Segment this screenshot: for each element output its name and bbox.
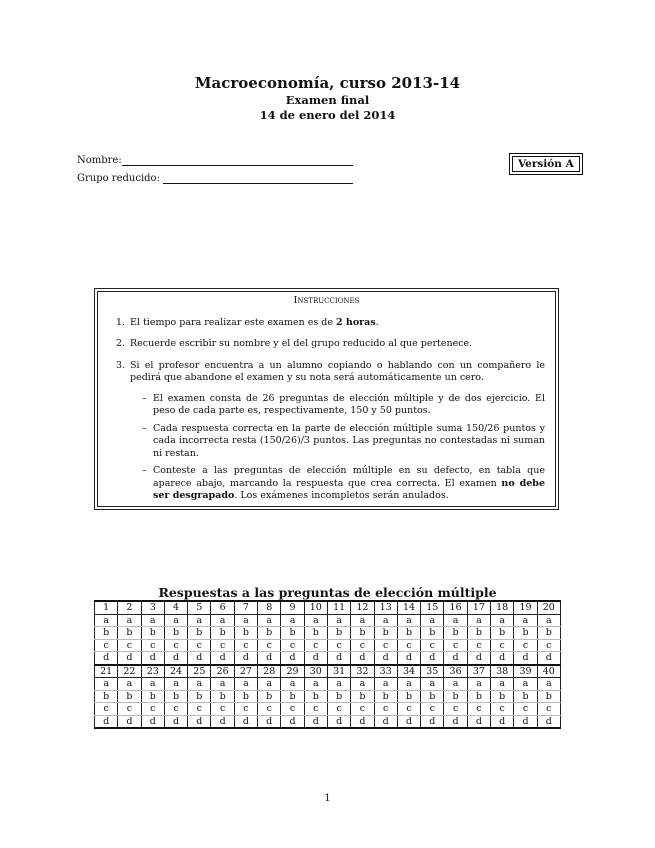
answer-option-cell[interactable]: c — [444, 639, 467, 652]
instructions-list — [108, 317, 545, 503]
exam-title: Macroeconomía, curso 2013-14 — [194, 74, 461, 92]
instruction-text: . — [375, 316, 379, 328]
instruction-text: Recuerde escribir su nombre y el del grupo reducido al que pertenece. — [130, 338, 473, 349]
question-number: 32 — [351, 665, 374, 678]
name-field — [77, 155, 353, 166]
question-number: 23 — [141, 665, 164, 678]
answer-option-cell[interactable]: b — [537, 627, 560, 640]
answer-option-cell[interactable]: b — [467, 690, 490, 703]
answer-option-cell[interactable]: b — [374, 627, 397, 640]
sub-item-text: Cada respuesta correcta en la parte de elección múltiple suma 150/26 puntos y cada incorrecta resta (150/26)/3 puntos. Las preguntas no contestadas ni suman ni restan. — [153, 422, 545, 459]
instruction-sub-item — [130, 393, 545, 418]
answer-option-cell[interactable]: a — [188, 614, 211, 627]
instructions-box — [94, 288, 559, 510]
question-number: 40 — [537, 665, 560, 678]
answer-option-cell[interactable]: b — [467, 627, 490, 640]
answer-option-cell[interactable]: c — [234, 639, 257, 652]
answer-option-cell[interactable]: a — [374, 678, 397, 691]
answer-option-cell[interactable]: c — [304, 703, 327, 716]
answer-option-cell[interactable]: c — [327, 639, 350, 652]
answer-option-cell[interactable]: a — [141, 614, 164, 627]
question-number: 29 — [281, 665, 304, 678]
answer-option-cell[interactable]: b — [304, 690, 327, 703]
answer-option-cell[interactable]: a — [258, 614, 281, 627]
answer-option-cell[interactable]: c — [491, 703, 514, 716]
answer-option-cell[interactable]: c — [374, 703, 397, 716]
question-number: 1 — [95, 601, 118, 614]
option-row — [95, 652, 561, 665]
version-box — [509, 153, 583, 175]
answer-option-cell[interactable]: b — [327, 690, 350, 703]
answer-option-cell[interactable]: b — [421, 690, 444, 703]
answer-option-cell[interactable]: d — [118, 715, 141, 728]
answer-option-cell[interactable]: c — [537, 703, 560, 716]
question-number: 35 — [421, 665, 444, 678]
sub-item-bold: no debe ser desgrapado — [153, 477, 545, 501]
answer-option-cell[interactable]: d — [188, 715, 211, 728]
answer-option-cell[interactable]: d — [327, 715, 350, 728]
answer-option-cell[interactable]: d — [537, 715, 560, 728]
answer-option-cell[interactable]: b — [397, 627, 420, 640]
question-number: 36 — [444, 665, 467, 678]
question-number: 4 — [164, 601, 187, 614]
answer-option-cell[interactable]: c — [304, 639, 327, 652]
answer-option-cell[interactable]: a — [95, 614, 118, 627]
answer-option-cell[interactable]: a — [514, 614, 537, 627]
answer-option-cell[interactable]: b — [397, 690, 420, 703]
answer-option-cell[interactable]: c — [141, 703, 164, 716]
answer-option-cell[interactable]: b — [118, 627, 141, 640]
answer-option-cell[interactable]: b — [258, 627, 281, 640]
answer-option-cell[interactable]: b — [537, 690, 560, 703]
sub-bullet: – — [142, 392, 147, 404]
answer-option-cell[interactable]: b — [211, 627, 234, 640]
answer-option-cell[interactable]: b — [188, 690, 211, 703]
answer-option-cell[interactable]: c — [351, 639, 374, 652]
instruction-sub-item — [130, 465, 545, 503]
answer-option-cell[interactable]: d — [444, 715, 467, 728]
option-row — [95, 639, 561, 652]
answer-option-cell[interactable]: d — [95, 715, 118, 728]
answer-option-cell[interactable]: c — [211, 639, 234, 652]
answer-option-cell[interactable]: b — [304, 627, 327, 640]
answer-option-cell[interactable]: d — [211, 652, 234, 665]
answer-option-cell[interactable]: a — [491, 678, 514, 691]
answer-option-cell[interactable]: c — [281, 703, 304, 716]
answer-option-cell[interactable]: a — [537, 678, 560, 691]
answer-option-cell[interactable]: d — [141, 652, 164, 665]
question-number: 37 — [467, 665, 490, 678]
instruction-sub-item — [130, 423, 545, 461]
answer-option-cell[interactable]: c — [164, 703, 187, 716]
answer-option-cell[interactable]: a — [374, 614, 397, 627]
answer-option-cell[interactable]: b — [188, 627, 211, 640]
answer-option-cell[interactable]: a — [281, 614, 304, 627]
answer-option-cell[interactable]: a — [421, 678, 444, 691]
answer-option-cell[interactable]: b — [234, 627, 257, 640]
answer-option-cell[interactable]: d — [514, 715, 537, 728]
answer-option-cell[interactable]: a — [234, 678, 257, 691]
answer-option-cell[interactable]: d — [234, 715, 257, 728]
answer-option-cell[interactable]: c — [258, 703, 281, 716]
answer-option-cell[interactable]: b — [514, 690, 537, 703]
option-row — [95, 627, 561, 640]
answer-option-cell[interactable]: a — [421, 614, 444, 627]
instruction-item — [108, 317, 545, 330]
question-number: 9 — [281, 601, 304, 614]
instruction-number: 3. — [116, 359, 126, 371]
answer-option-cell[interactable]: d — [397, 652, 420, 665]
answer-option-cell[interactable]: c — [514, 639, 537, 652]
question-number: 39 — [514, 665, 537, 678]
answer-option-cell[interactable]: c — [258, 639, 281, 652]
option-row — [95, 703, 561, 716]
sub-item-text: Conteste a las preguntas de elección múltiple en su defecto, en tabla que aparece abajo, marcando la respuesta que crea correcta. El examen — [153, 465, 545, 489]
answer-option-cell[interactable]: d — [141, 715, 164, 728]
answer-option-cell[interactable]: d — [491, 652, 514, 665]
instruction-item — [108, 360, 545, 503]
answer-option-cell[interactable]: c — [467, 703, 490, 716]
question-number: 12 — [351, 601, 374, 614]
answer-option-cell[interactable]: c — [421, 703, 444, 716]
answer-option-cell[interactable]: d — [327, 652, 350, 665]
answer-option-cell[interactable]: d — [351, 652, 374, 665]
instruction-item — [108, 338, 545, 351]
question-number: 27 — [234, 665, 257, 678]
answer-option-cell[interactable]: c — [397, 703, 420, 716]
answer-option-cell[interactable]: d — [467, 652, 490, 665]
name-line[interactable] — [122, 155, 353, 166]
question-number: 24 — [164, 665, 187, 678]
answer-option-cell[interactable]: c — [327, 703, 350, 716]
question-number: 16 — [444, 601, 467, 614]
page-number: 1 — [324, 793, 331, 804]
answer-option-cell[interactable]: c — [537, 639, 560, 652]
answer-option-cell[interactable]: a — [467, 678, 490, 691]
question-number: 34 — [397, 665, 420, 678]
answer-option-cell[interactable]: d — [234, 652, 257, 665]
option-row — [95, 690, 561, 703]
question-number: 28 — [258, 665, 281, 678]
answer-option-cell[interactable]: a — [164, 614, 187, 627]
answer-option-cell[interactable]: c — [211, 703, 234, 716]
answer-option-cell[interactable]: c — [234, 703, 257, 716]
group-label: Grupo reducido: — [77, 173, 160, 184]
answer-option-cell[interactable]: d — [491, 715, 514, 728]
answer-option-cell[interactable]: a — [327, 614, 350, 627]
answer-option-cell[interactable]: b — [327, 627, 350, 640]
answer-option-cell[interactable]: b — [118, 690, 141, 703]
answer-option-cell[interactable]: c — [118, 703, 141, 716]
option-row — [95, 678, 561, 691]
answer-option-cell[interactable]: a — [537, 614, 560, 627]
instruction-sub-list — [130, 393, 545, 503]
question-number: 26 — [211, 665, 234, 678]
answer-option-cell[interactable]: c — [491, 639, 514, 652]
answer-option-cell[interactable]: c — [421, 639, 444, 652]
answer-option-cell[interactable]: c — [514, 703, 537, 716]
answer-option-cell[interactable]: b — [141, 690, 164, 703]
question-number: 15 — [421, 601, 444, 614]
question-number: 7 — [234, 601, 257, 614]
question-number: 11 — [327, 601, 350, 614]
instruction-bold: 2 horas — [336, 316, 376, 328]
answer-option-cell[interactable]: a — [281, 678, 304, 691]
answer-option-cell[interactable]: b — [491, 690, 514, 703]
answer-option-cell[interactable]: d — [258, 715, 281, 728]
answer-option-cell[interactable]: d — [444, 652, 467, 665]
answer-option-cell[interactable]: d — [537, 652, 560, 665]
question-number: 19 — [514, 601, 537, 614]
answer-option-cell[interactable]: d — [467, 715, 490, 728]
answer-option-cell[interactable]: c — [95, 703, 118, 716]
instruction-text: Si el profesor encuentra a un alumno copiando o hablando con un compañero le pedirá que abandone el examen y su nota será automáticamente un cero. — [130, 359, 545, 383]
name-label: Nombre: — [77, 155, 122, 166]
answer-option-cell[interactable]: d — [258, 652, 281, 665]
answer-option-cell[interactable]: d — [304, 715, 327, 728]
sub-item-text: . Los exámenes incompletos serán anulados. — [234, 490, 449, 501]
question-number-row — [95, 601, 561, 614]
exam-date: 14 de enero del 2014 — [259, 108, 396, 122]
group-line[interactable] — [163, 173, 353, 184]
answer-option-cell[interactable]: b — [374, 690, 397, 703]
question-number: 22 — [118, 665, 141, 678]
instruction-number: 2. — [116, 338, 126, 349]
answer-option-cell[interactable]: c — [141, 639, 164, 652]
answer-option-cell[interactable]: d — [374, 715, 397, 728]
answer-option-cell[interactable]: d — [188, 652, 211, 665]
answer-option-cell[interactable]: a — [141, 678, 164, 691]
question-number: 31 — [327, 665, 350, 678]
answer-option-cell[interactable]: a — [258, 678, 281, 691]
answer-option-cell[interactable]: d — [304, 652, 327, 665]
answer-option-cell[interactable]: d — [351, 715, 374, 728]
answers-title: Respuestas a las preguntas de elección múltiple — [158, 585, 497, 600]
answer-option-cell[interactable]: c — [95, 639, 118, 652]
question-number: 5 — [188, 601, 211, 614]
answer-option-cell[interactable]: c — [444, 703, 467, 716]
answer-option-cell[interactable]: b — [491, 627, 514, 640]
answer-option-cell[interactable]: b — [281, 627, 304, 640]
answer-option-cell[interactable]: c — [281, 639, 304, 652]
answer-option-cell[interactable]: c — [467, 639, 490, 652]
sub-bullet: – — [142, 422, 147, 434]
answer-option-cell[interactable]: d — [421, 652, 444, 665]
answer-option-cell[interactable]: d — [374, 652, 397, 665]
answer-option-cell[interactable]: d — [281, 652, 304, 665]
answer-option-cell[interactable]: b — [164, 690, 187, 703]
answer-option-cell[interactable]: a — [514, 678, 537, 691]
answer-option-cell[interactable]: a — [304, 678, 327, 691]
answer-option-cell[interactable]: d — [95, 652, 118, 665]
answer-option-cell[interactable]: b — [281, 690, 304, 703]
answer-option-cell[interactable]: d — [211, 715, 234, 728]
sub-item-text: El examen consta de 26 preguntas de elección múltiple y de dos ejercicio. El peso de cada parte es, respectivamente, 150 y 50 puntos. — [153, 392, 545, 416]
option-row — [95, 715, 561, 728]
answer-option-cell[interactable]: b — [95, 627, 118, 640]
answer-option-cell[interactable]: c — [374, 639, 397, 652]
question-number-row — [95, 665, 561, 678]
answer-option-cell[interactable]: a — [211, 678, 234, 691]
answer-option-cell[interactable]: b — [164, 627, 187, 640]
answer-option-cell[interactable]: b — [95, 690, 118, 703]
answer-option-cell[interactable]: a — [351, 614, 374, 627]
exam-subtitle: Examen final — [285, 93, 370, 107]
answer-option-cell[interactable]: d — [421, 715, 444, 728]
answer-option-cell[interactable]: a — [467, 614, 490, 627]
answer-option-cell[interactable]: b — [211, 690, 234, 703]
question-number: 30 — [304, 665, 327, 678]
answer-option-cell[interactable]: d — [397, 715, 420, 728]
answer-option-cell[interactable]: a — [397, 678, 420, 691]
question-number: 6 — [211, 601, 234, 614]
answer-option-cell[interactable]: a — [444, 614, 467, 627]
question-number: 38 — [491, 665, 514, 678]
answer-option-cell[interactable]: d — [514, 652, 537, 665]
question-number: 13 — [374, 601, 397, 614]
group-field — [77, 173, 353, 184]
answer-option-cell[interactable]: a — [491, 614, 514, 627]
answer-option-cell[interactable]: b — [444, 690, 467, 703]
question-number: 21 — [95, 665, 118, 678]
answer-option-cell[interactable]: d — [164, 652, 187, 665]
answer-option-cell[interactable]: a — [118, 614, 141, 627]
answer-option-cell[interactable]: c — [188, 703, 211, 716]
question-number: 18 — [491, 601, 514, 614]
question-number: 33 — [374, 665, 397, 678]
instructions-heading: Instrucciones — [293, 295, 360, 306]
answer-option-cell[interactable]: d — [164, 715, 187, 728]
answer-option-cell[interactable]: a — [95, 678, 118, 691]
answer-option-cell[interactable]: b — [351, 627, 374, 640]
question-number: 17 — [467, 601, 490, 614]
answer-option-cell[interactable]: d — [118, 652, 141, 665]
answers-table — [94, 600, 561, 729]
answer-option-cell[interactable]: b — [258, 690, 281, 703]
answer-option-cell[interactable]: c — [397, 639, 420, 652]
option-row — [95, 614, 561, 627]
answer-option-cell[interactable]: c — [118, 639, 141, 652]
answer-option-cell[interactable]: a — [397, 614, 420, 627]
answer-option-cell[interactable]: c — [164, 639, 187, 652]
question-number: 20 — [537, 601, 560, 614]
answer-option-cell[interactable]: a — [304, 614, 327, 627]
answer-option-cell[interactable]: a — [188, 678, 211, 691]
answer-option-cell[interactable]: a — [327, 678, 350, 691]
answer-option-cell[interactable]: b — [351, 690, 374, 703]
instruction-text: El tiempo para realizar este examen es de — [130, 316, 337, 328]
answer-option-cell[interactable]: a — [351, 678, 374, 691]
instruction-number: 1. — [116, 316, 126, 328]
answer-option-cell[interactable]: b — [444, 627, 467, 640]
question-number: 25 — [188, 665, 211, 678]
answer-option-cell[interactable]: a — [118, 678, 141, 691]
version-label: Versión A — [512, 156, 580, 172]
sub-bullet: – — [142, 465, 147, 476]
question-number: 3 — [141, 601, 164, 614]
answer-option-cell[interactable]: a — [164, 678, 187, 691]
answer-option-cell[interactable]: b — [421, 627, 444, 640]
answer-option-cell[interactable]: b — [141, 627, 164, 640]
answer-option-cell[interactable]: b — [234, 690, 257, 703]
answer-option-cell[interactable]: d — [281, 715, 304, 728]
question-number: 2 — [118, 601, 141, 614]
answer-option-cell[interactable]: b — [514, 627, 537, 640]
answer-option-cell[interactable]: c — [351, 703, 374, 716]
answer-option-cell[interactable]: a — [234, 614, 257, 627]
question-number: 10 — [304, 601, 327, 614]
question-number: 14 — [397, 601, 420, 614]
question-number: 8 — [258, 601, 281, 614]
answer-option-cell[interactable]: a — [444, 678, 467, 691]
answer-option-cell[interactable]: a — [211, 614, 234, 627]
answer-option-cell[interactable]: c — [188, 639, 211, 652]
